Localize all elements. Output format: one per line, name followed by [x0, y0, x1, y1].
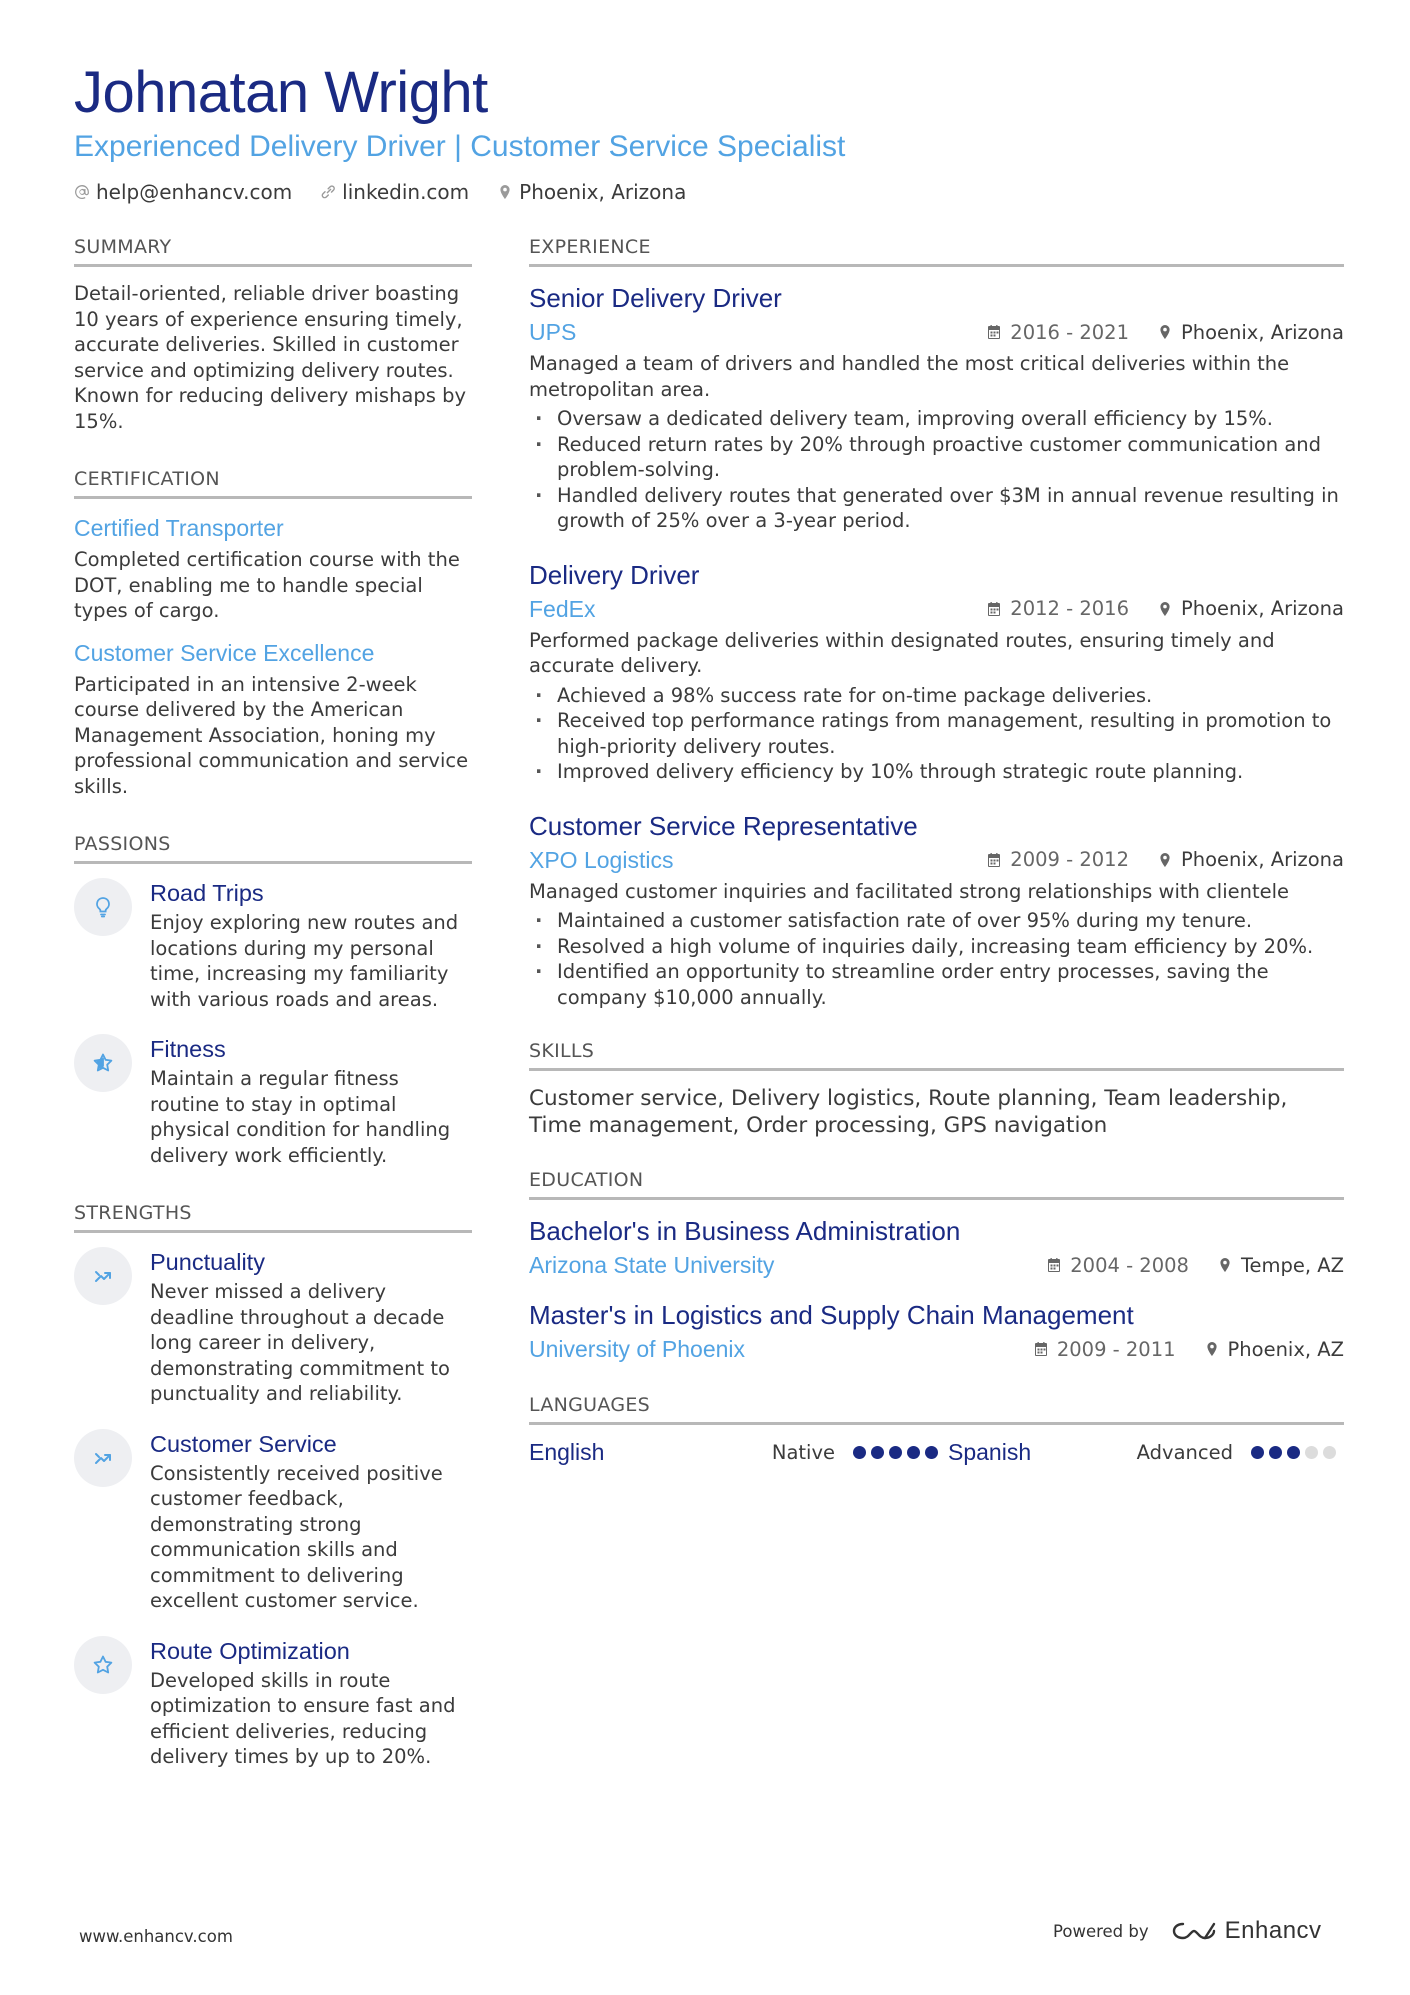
job-location: Phoenix, Arizona: [1180, 597, 1344, 620]
bullet-item: · Achieved a 98% success rate for on-time package deliveries.: [529, 683, 1344, 709]
passion-title: Fitness: [150, 1036, 226, 1062]
bullet-item: · Identified an opportunity to streamline order entry processes, saving the company $10,000 annually.: [529, 959, 1344, 1010]
job-dates: 2009 - 2012: [1010, 848, 1129, 871]
language-level: Native: [771, 1441, 835, 1464]
passion-title: Road Trips: [150, 880, 264, 906]
job-bullets: [529, 908, 1344, 1010]
rating-dot-empty: [1305, 1446, 1318, 1459]
job-dates: 2016 - 2021: [1010, 320, 1129, 344]
summary-heading: SUMMARY: [74, 236, 472, 267]
contact-linkedin[interactable]: [320, 180, 469, 204]
strengths-section: [74, 1202, 472, 1770]
skills-section: [529, 1040, 1344, 1139]
skills-text: Customer service, Delivery logistics, Route planning, Team leadership, Time management, Order processing, GPS navigation: [529, 1086, 1288, 1138]
left-column: [74, 236, 472, 1804]
passion-item: [74, 878, 472, 1012]
job-entry: [529, 558, 1344, 785]
language-level: Advanced: [1136, 1441, 1233, 1464]
education-dates: 2009 - 2011: [1056, 1337, 1176, 1361]
job-title: Delivery Driver: [529, 559, 700, 590]
summary-section: [74, 236, 472, 434]
job-entry: [529, 809, 1344, 1011]
strength-item: [74, 1429, 472, 1614]
job-company: FedEx: [529, 595, 596, 622]
contact-email[interactable]: [74, 180, 292, 204]
school-name: Arizona State University: [529, 1252, 775, 1278]
job-company: UPS: [529, 319, 577, 345]
bullet-item: · Received top performance ratings from management, resulting in promotion to high-priority delivery routes.: [529, 708, 1344, 759]
job-company: XPO Logistics: [529, 846, 674, 873]
job-location: Phoenix, Arizona: [1180, 848, 1344, 871]
contact-bar: [74, 180, 1354, 204]
education-entry: [529, 1298, 1344, 1364]
bullet-item: · Oversaw a dedicated delivery team, improving overall efficiency by 15%.: [529, 406, 1344, 432]
bullet-item: · Resolved a high volume of inquiries daily, increasing team efficiency by 20%.: [529, 934, 1344, 960]
map-pin-icon: [1157, 601, 1173, 617]
candidate-name: Johnatan Wright: [74, 60, 488, 125]
calendar-icon: [1033, 1341, 1049, 1357]
certification-heading: CERTIFICATION: [74, 468, 472, 499]
experience-section: [529, 236, 1344, 1010]
rating-dot-filled: [907, 1446, 920, 1459]
education-entry: [529, 1214, 1344, 1280]
strength-text: Consistently received positive customer feedback, demonstrating strong communication skills and commitment to delivering excellent customer service.: [150, 1461, 443, 1612]
certification-section: [74, 468, 472, 799]
resume-header: [74, 60, 1354, 204]
degree-title: Bachelor's in Business Administration: [529, 1216, 961, 1246]
strength-title: Punctuality: [150, 1249, 265, 1275]
rating-dot-filled: [925, 1446, 938, 1459]
map-pin-icon: [1217, 1257, 1233, 1273]
linkedin-text: linkedin.com: [342, 180, 470, 204]
certification-item: [74, 638, 472, 800]
school-name: University of Phoenix: [529, 1336, 746, 1362]
candidate-title: Experienced Delivery Driver | Customer Service Specialist: [74, 130, 846, 163]
language-item: [948, 1439, 1344, 1466]
trend-arrow-icon: [74, 1247, 132, 1305]
calendar-icon: [1046, 1257, 1062, 1273]
map-pin-icon: [1157, 324, 1173, 340]
rating-dot-filled: [871, 1446, 884, 1459]
language-name: English: [529, 1439, 605, 1465]
education-location: Tempe, AZ: [1240, 1253, 1344, 1277]
language-rating: [853, 1446, 938, 1459]
bullet-item: · Improved delivery efficiency by 10% through strategic route planning.: [529, 759, 1344, 785]
right-column: [529, 236, 1344, 1496]
rating-dot-filled: [889, 1446, 902, 1459]
trend-arrow-icon: [74, 1429, 132, 1487]
passions-heading: PASSIONS: [74, 833, 472, 864]
summary-text: Detail-oriented, reliable driver boasting 10 years of experience ensuring timely, accurate deliveries. Skilled in customer service and optimizing delivery routes. Known for reducing delivery mishaps by 15%.: [74, 282, 467, 433]
job-dates: 2012 - 2016: [1010, 597, 1129, 620]
job-description: Performed package deliveries within designated routes, ensuring timely and accurate delivery.: [529, 628, 1275, 677]
certification-name: Certified Transporter: [74, 515, 284, 541]
job-location: Phoenix, Arizona: [1180, 320, 1344, 344]
job-entry: [529, 281, 1344, 534]
job-bullets: [529, 683, 1344, 785]
powered-by-text: Powered by: [1053, 1921, 1149, 1941]
certification-name: Customer Service Excellence: [74, 639, 375, 666]
language-name: Spanish: [948, 1439, 1032, 1465]
brand-name: Enhancv: [1224, 1917, 1322, 1944]
calendar-icon: [986, 601, 1002, 617]
star-outline-icon: [74, 1636, 132, 1694]
lightbulb-icon: [74, 878, 132, 936]
certification-text: Completed certification course with the DOT, enabling me to handle special types of cargo.: [74, 548, 460, 622]
education-section: [529, 1169, 1344, 1364]
languages-heading: LANGUAGES: [529, 1394, 1344, 1425]
rating-dot-filled: [1269, 1446, 1282, 1459]
passion-text: Enjoy exploring new routes and locations during my personal time, increasing my familiarity with various roads and areas.: [150, 911, 459, 1011]
strength-title: Customer Service: [150, 1430, 337, 1457]
at-icon: [74, 184, 90, 200]
link-icon: [320, 184, 336, 200]
strength-item: [74, 1247, 472, 1407]
bullet-item: · Reduced return rates by 20% through proactive customer communication and problem-solving.: [529, 432, 1344, 483]
job-description: Managed a team of drivers and handled the most critical deliveries within the metropolitan area.: [529, 352, 1290, 401]
job-description: Managed customer inquiries and facilitated strong relationships with clientele: [529, 879, 1290, 903]
strength-text: Developed skills in route optimization to ensure fast and efficient deliveries, reducing delivery times by up to 20%.: [150, 1668, 456, 1768]
job-bullets: [529, 406, 1344, 534]
languages-section: [529, 1394, 1344, 1466]
rating-dot-empty: [1323, 1446, 1336, 1459]
strengths-heading: STRENGTHS: [74, 1202, 472, 1233]
contact-location: [497, 180, 686, 204]
skills-heading: SKILLS: [529, 1040, 1344, 1071]
degree-title: Master's in Logistics and Supply Chain Management: [529, 1300, 1134, 1330]
rating-dot-filled: [1251, 1446, 1264, 1459]
map-pin-icon: [497, 184, 513, 200]
map-pin-icon: [1157, 852, 1173, 868]
passion-text: Maintain a regular fitness routine to stay in optimal physical condition for handling delivery work efficiently.: [150, 1067, 451, 1167]
map-pin-icon: [1204, 1341, 1220, 1357]
calendar-icon: [986, 852, 1002, 868]
passions-section: [74, 833, 472, 1168]
passion-item: [74, 1034, 472, 1168]
certification-item: [74, 513, 472, 624]
education-location: Phoenix, AZ: [1227, 1337, 1344, 1361]
strength-title: Route Optimization: [150, 1637, 350, 1664]
strength-item: [74, 1636, 472, 1770]
language-item: [529, 1439, 948, 1466]
job-title: Senior Delivery Driver: [529, 283, 782, 313]
location-text: Phoenix, Arizona: [519, 180, 687, 204]
bullet-item: · Maintained a customer satisfaction rate of over 95% during my tenure.: [529, 908, 1344, 934]
footer-branding: [1053, 1917, 1322, 1945]
bullet-item: · Handled delivery routes that generated over $3M in annual revenue resulting in growth of 25% over a 3-year period.: [529, 483, 1344, 534]
language-rating: [1251, 1446, 1336, 1459]
education-dates: 2004 - 2008: [1070, 1253, 1189, 1277]
certification-text: Participated in an intensive 2-week course delivered by the American Management Association, honing my professional communication and service skills.: [74, 672, 469, 798]
job-title: Customer Service Representative: [529, 810, 918, 841]
star-icon: [74, 1034, 132, 1092]
brand-logo[interactable]: [1171, 1917, 1322, 1945]
email-text: help@enhancv.com: [96, 180, 293, 204]
strength-text: Never missed a delivery deadline throughout a decade long career in delivery, demonstrating commitment to punctuality and reliability.: [150, 1280, 450, 1405]
education-heading: EDUCATION: [529, 1169, 1344, 1200]
enhancv-logo-icon: [1171, 1919, 1217, 1943]
calendar-icon: [986, 324, 1002, 340]
rating-dot-filled: [853, 1446, 866, 1459]
experience-heading: EXPERIENCE: [529, 236, 1344, 267]
footer-website[interactable]: www.enhancv.com: [79, 1927, 233, 1946]
rating-dot-filled: [1287, 1446, 1300, 1459]
